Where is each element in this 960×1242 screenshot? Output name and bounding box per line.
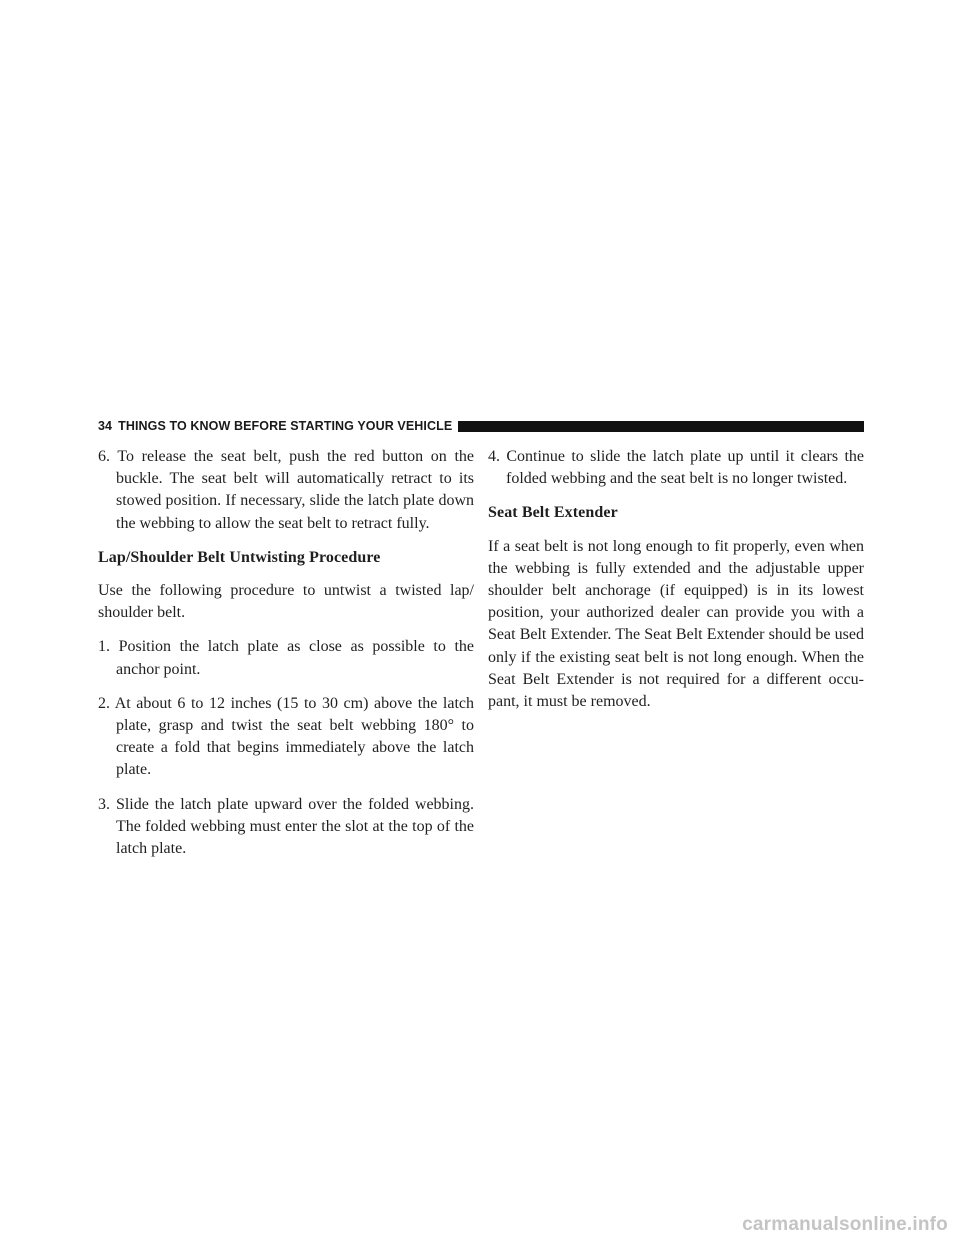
right-column: [488, 446, 864, 725]
step-3: 3. Slide the latch plate upward over the folded webbing. The folded webbing must enter the slot at the top of the latch plate.: [98, 795, 474, 858]
untwisting-heading: Lap/Shoulder Belt Untwisting Procedure: [98, 548, 381, 566]
page-number: 34: [98, 419, 113, 433]
page-header: [98, 418, 864, 434]
step-2: 2. At about 6 to 12 inches (15 to 30 cm) above the latch plate, grasp and twist the seat belt webbing 180° to create a fold that begins immediately above the latch plate.: [98, 694, 474, 779]
step-6: 6. To release the seat belt, push the red button on the buckle. The seat belt will automatically retract to its stowed position. If necessary, slide the latch plate down the webbing to allow the seat belt to retract fully.: [98, 448, 474, 532]
extender-paragraph: If a seat belt is not long enough to fit properly, even when the webbing is fully extended and the adjustable upper shoulder belt anchorage (if equipped) is in its lowest position, your authorized dealer can provide you with a Seat Belt Extender. The Seat Belt Extender should be used only if the existing seat belt is not long enough. When the Seat Belt Extender is not required for a different occu-pant, it must be removed.: [488, 537, 864, 711]
header-rule: [458, 421, 864, 432]
untwisting-intro: Use the following procedure to untwist a twisted lap/ shoulder belt.: [98, 582, 474, 622]
step-1: 1. Position the latch plate as close as possible to the anchor point.: [98, 638, 474, 678]
left-column: [98, 446, 474, 872]
watermark: carmanualsonline.info: [742, 1214, 948, 1235]
extender-heading: Seat Belt Extender: [488, 504, 618, 522]
step-4: 4. Continue to slide the latch plate up until it clears the folded webbing and the seat belt is no longer twisted.: [488, 448, 864, 488]
section-title: THINGS TO KNOW BEFORE STARTING YOUR VEHICLE: [118, 419, 453, 433]
